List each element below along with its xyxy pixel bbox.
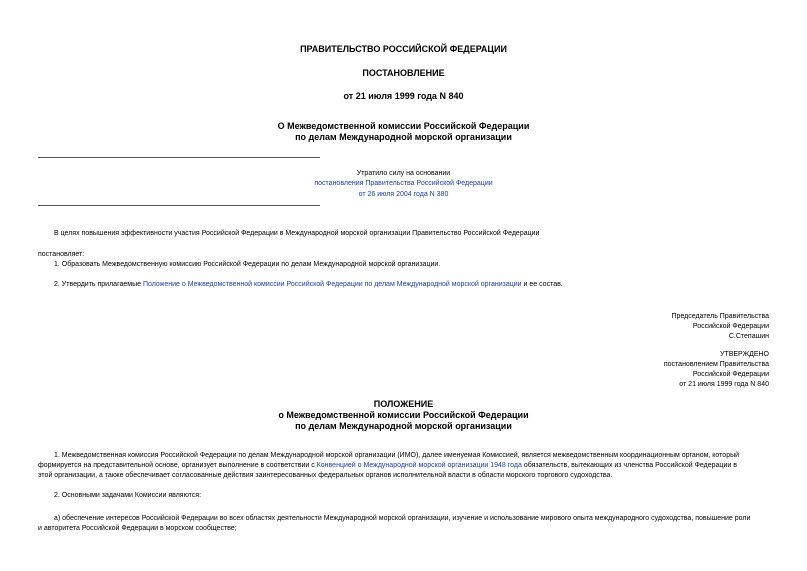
reg-p2: 2. Основными задачами Комиссии являются: bbox=[54, 492, 202, 499]
doc-title-line2: по делам Международной морской организации bbox=[295, 132, 512, 142]
doc-title-line1: О Межведомственной комиссии Российской Федерации bbox=[277, 121, 530, 131]
government-heading: ПРАВИТЕЛЬСТВО РОССИЙСКОЙ ФЕДЕРАЦИИ bbox=[300, 44, 507, 54]
item-2 bbox=[54, 280, 563, 290]
convention-link[interactable]: Конвенцией о Международной морской организации 1948 года bbox=[316, 462, 522, 469]
item-2-suffix: и ее состав. bbox=[521, 281, 563, 288]
reg-pa-line2: и авторитета Российской Федерации в морском сообществе; bbox=[38, 525, 237, 532]
approved-line2: постановлением Правительства bbox=[663, 361, 769, 368]
reg-p1-line2-suffix: обязательств, вытекающих из членства Российской Федерации в bbox=[521, 462, 737, 469]
status-note-line1: Утратило силу на основании bbox=[356, 170, 451, 177]
item-1: 1. Образовать Межведомственную комиссию Российской Федерации по делам Международной морской организации. bbox=[54, 261, 441, 268]
resolves-text: постановляет: bbox=[38, 251, 85, 258]
approved-line4: от 21 июля 1999 года N 840 bbox=[679, 381, 769, 388]
signature-line1: Председатель Правительства bbox=[671, 313, 769, 320]
reg-pa-line1: а) обеспечение интересов Российской Федерации во всех областях деятельности Международной морской организации, изучение и использование мирового опыта международного судоходства, повышение роли bbox=[54, 515, 751, 522]
regulation-subtitle2: по делам Международной морской организации bbox=[295, 421, 512, 431]
signature-line2: Российской Федерации bbox=[692, 323, 769, 330]
reg-p1-line2-prefix: формируется на представительной основе, организует выполнение в соответствии с bbox=[38, 462, 317, 469]
regulation-subtitle1: о Межведомственной комиссии Российской Федерации bbox=[278, 410, 529, 420]
doc-type-heading: ПОСТАНОВЛЕНИЕ bbox=[362, 68, 445, 78]
status-note-link[interactable] bbox=[0, 179, 807, 189]
item-2-prefix: 2. Утвердить прилагаемые bbox=[54, 281, 143, 288]
approved-line1: УТВЕРЖДЕНО bbox=[719, 351, 769, 358]
status-note-link-date[interactable] bbox=[0, 190, 807, 200]
doc-date: от 21 июля 1999 года N 840 bbox=[343, 91, 464, 101]
intro-paragraph: В целях повышения эффективности участия Российской Федерации в Международной морской организации Правительство Российской Федерации bbox=[54, 230, 540, 237]
approved-line3: Российской Федерации bbox=[692, 371, 769, 378]
reg-p1-line1: 1. Межведомственная комиссия Российской Федерации по делам Международной морской организации (ИМО), далее именуемая Комиссией, является межведомственным координационным органом, который bbox=[54, 452, 740, 459]
reg-p1-line3: этой организации, а также обеспечивает согласованные действия заинтересованных федеральных органов исполнительной власти в области морского торгового судоходства. bbox=[38, 472, 613, 479]
divider-bottom bbox=[38, 205, 320, 206]
reg-p1-line2 bbox=[38, 461, 737, 471]
regulation-title: ПОЛОЖЕНИЕ bbox=[373, 399, 434, 409]
regulation-link[interactable]: Положение о Межведомственной комиссии Российской Федерации по делам Международной морской организации bbox=[142, 281, 522, 288]
divider-top bbox=[38, 157, 320, 158]
signature-line3: С.Степашин bbox=[728, 333, 769, 340]
status-note-line2[interactable]: постановления Правительства Российской Федерации bbox=[314, 180, 493, 187]
status-note-line3[interactable]: от 26 июля 2004 года N 380 bbox=[358, 191, 449, 198]
